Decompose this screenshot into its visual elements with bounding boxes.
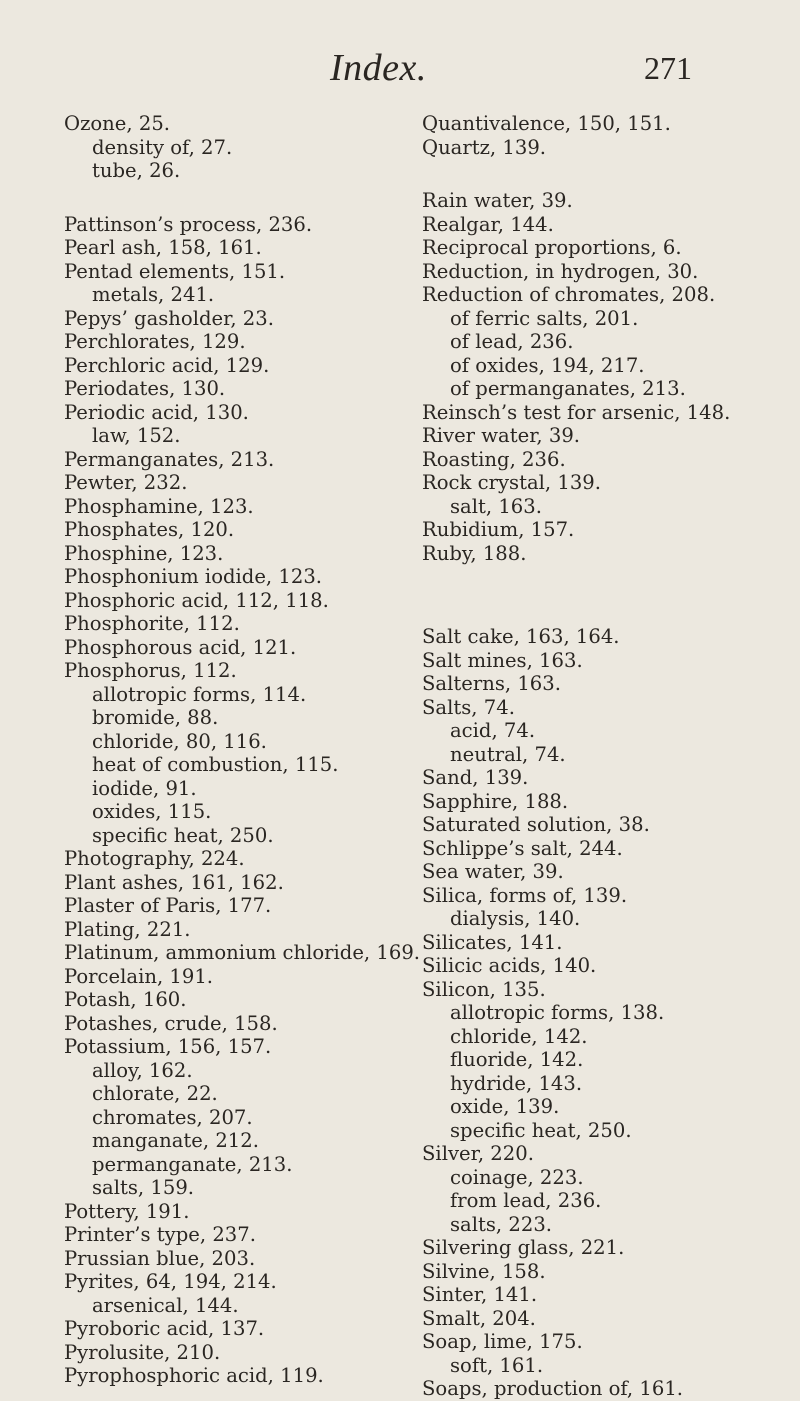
index-subentry: dialysis, 140. [450,907,581,930]
index-entry: Pyrophosphoric acid, 119. [64,1364,324,1387]
index-subentry: allotropic forms, 138. [450,1001,665,1024]
index-entry: Soap, lime, 175. [422,1330,583,1353]
index-subentry: acid, 74. [450,719,536,742]
index-entry: Reciprocal proportions, 6. [422,236,682,259]
index-subentry: chromates, 207. [92,1105,253,1129]
index-subentry: specific heat, 250. [92,823,274,847]
index-entry: Phosphonium iodide, 123. [64,565,323,588]
entry-spacer [422,159,730,189]
index-entry: Potassium, 156, 157. [64,1035,272,1058]
index-subentry: alloy, 162. [92,1058,193,1082]
index-subentry: manganate, 212. [92,1129,259,1152]
index-entry: Sinter, 141. [422,1283,538,1306]
index-entry: Roasting, 236. [422,447,566,471]
index-entry: Pearl ash, 158, 161. [64,236,262,259]
index-entry: Silicon, 135. [422,977,546,1001]
index-entry: Platinum, ammonium chloride, 169. [64,941,421,964]
index-subentry: bromide, 88. [92,706,219,729]
index-entry: Silicic acids, 140. [422,954,597,977]
page-title: Index. [330,47,427,89]
index-subentry: specific heat, 250. [450,1118,632,1142]
index-entry: Silver, 220. [422,1142,534,1165]
index-entry: Prussian blue, 203. [64,1246,256,1270]
index-subentry: heat of combustion, 115. [92,753,339,776]
index-entry: Reduction, in hydrogen, 30. [422,259,699,283]
index-entry: Quartz, 139. [422,135,547,159]
index-subentry: soft, 161. [450,1353,544,1377]
index-subentry: of lead, 236. [450,330,574,353]
index-entry: Phosphine, 123. [64,541,224,565]
index-subentry: from lead, 236. [450,1189,602,1212]
index-entry: Plaster of Paris, 177. [64,894,272,917]
index-subentry: law, 152. [92,424,181,447]
entry-spacer [64,183,420,213]
index-entry: Sea water, 39. [422,860,564,883]
index-entry: Ozone, 25. [64,112,171,135]
index-subentry: coinage, 223. [450,1165,584,1189]
index-entry: Salt mines, 163. [422,648,583,672]
index-entry: Ruby, 188. [422,541,527,565]
index-subentry: of ferric salts, 201. [450,306,639,330]
index-entry: Rock crystal, 139. [422,471,601,494]
page-number: 271 [644,50,692,86]
index-entry: Pyrolusite, 210. [64,1340,221,1364]
index-entry: Pentad elements, 151. [64,259,286,283]
index-entry: Silvering glass, 221. [422,1236,625,1259]
index-entry: Pyroboric acid, 137. [64,1317,265,1340]
index-entry: Porcelain, 191. [64,964,214,988]
index-subentry: of oxides, 194, 217. [450,353,645,377]
index-entry: Saturated solution, 38. [422,813,650,836]
index-entry: Quantivalence, 150, 151. [422,112,671,135]
index-subentry: salts, 223. [450,1212,553,1236]
index-entry: Salt cake, 163, 164. [422,625,620,648]
index-subentry: metals, 241. [92,283,215,306]
index-entry: River water, 39. [422,424,581,447]
index-subentry: fluoride, 142. [450,1048,584,1071]
index-entry: Rain water, 39. [422,189,573,212]
index-entry: Reinsch’s test for arsenic, 148. [422,400,731,424]
index-entry: Phosphamine, 123. [64,494,254,518]
index-entry: Periodic acid, 130. [64,400,249,424]
index-entry: Schlippe’s salt, 244. [422,836,623,860]
index-entry: Soaps, production of, 161. [422,1377,684,1400]
index-subentry: chlorate, 22. [92,1082,218,1105]
index-entry: Salts, 74. [422,695,515,719]
index-entry: Perchlorates, 129. [64,330,246,353]
index-subentry: salts, 159. [92,1176,195,1199]
index-subentry: hydride, 143. [450,1071,583,1095]
index-entry: Realgar, 144. [422,212,554,236]
index-entry: Salterns, 163. [422,672,561,695]
index-subentry: chloride, 142. [450,1024,588,1048]
index-entry: Plant ashes, 161, 162. [64,870,284,894]
index-entry: Potashes, crude, 158. [64,1011,278,1035]
index-subentry: density of, 27. [92,135,233,159]
index-entry: Phosphorite, 112. [64,612,240,635]
index-column-right [422,112,730,1401]
index-subentry: arsenical, 144. [92,1293,239,1317]
index-entry: Permanganates, 213. [64,447,275,471]
index-entry: Phosphoric acid, 112, 118. [64,588,329,612]
index-entry: Phosphates, 120. [64,518,235,541]
index-entry: Silica, forms of, 139. [422,883,628,907]
index-subentry: iodide, 91. [92,776,197,800]
index-entry: Silicates, 141. [422,930,563,954]
index-entry: Rubidium, 157. [422,518,575,541]
index-entry: Sand, 139. [422,766,529,789]
index-entry: Periodates, 130. [64,377,226,400]
index-entry: Photography, 224. [64,847,245,870]
index-subentry: of permanganates, 213. [450,377,686,400]
index-subentry: allotropic forms, 114. [92,682,307,706]
index-entry: Pottery, 191. [64,1199,190,1223]
index-entry: Perchloric acid, 129. [64,353,270,377]
index-entry: Printer’s type, 237. [64,1223,256,1246]
index-entry: Pyrites, 64, 194, 214. [64,1270,277,1293]
index-entry: Sapphire, 188. [422,789,569,813]
index-entry: Plating, 221. [64,917,191,941]
index-subentry: salt, 163. [450,494,542,518]
index-entry: Pattinson’s process, 236. [64,212,313,236]
index-column-left [64,112,420,1388]
index-entry: Pepys’ gasholder, 23. [64,306,274,330]
index-entry: Phosphorus, 112. [64,659,237,682]
index-subentry: chloride, 80, 116. [92,729,267,753]
index-entry: Reduction of chromates, 208. [422,283,716,306]
index-entry: Potash, 160. [64,988,187,1011]
index-subentry: tube, 26. [92,159,181,182]
index-subentry: permanganate, 213. [92,1152,293,1176]
entry-spacer [422,565,730,625]
index-entry: Smalt, 204. [422,1306,536,1330]
index-entry: Pewter, 232. [64,471,188,494]
index-entry: Silvine, 158. [422,1259,546,1283]
index-subentry: neutral, 74. [450,742,566,766]
index-entry: Phosphorous acid, 121. [64,635,297,659]
index-subentry: oxide, 139. [450,1095,560,1118]
index-subentry: oxides, 115. [92,800,212,823]
